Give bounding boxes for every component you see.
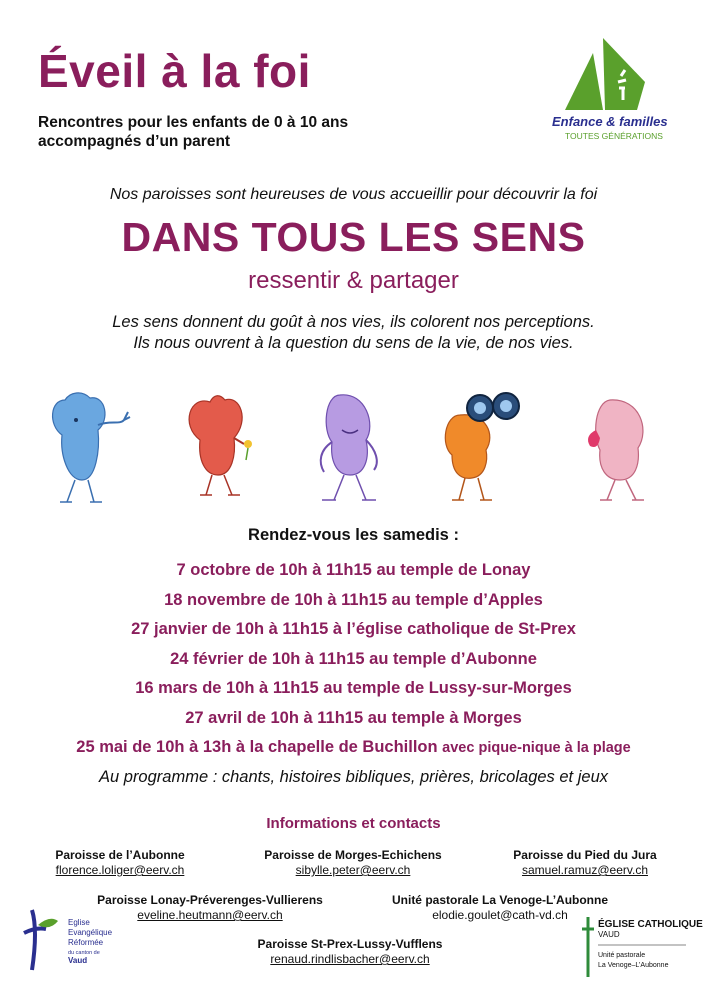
eerv-text-2: Evangélique bbox=[68, 928, 113, 937]
intro-text: Nos paroisses sont heureuses de vous accueillir pour découvrir la foi bbox=[109, 186, 598, 203]
page-title: Éveil à la foi bbox=[38, 45, 311, 97]
cath-cross-icon bbox=[582, 917, 594, 977]
tagline: ressentir & partager bbox=[248, 267, 459, 294]
headline: DANS TOUS LES SENS bbox=[121, 214, 586, 260]
contact-pied-du-jura bbox=[485, 848, 685, 878]
contact-name: Paroisse du Pied du Jura bbox=[513, 848, 657, 862]
contact-email-link[interactable]: florence.loliger@eerv.ch bbox=[55, 863, 185, 877]
contact-name: Paroisse de l’Aubonne bbox=[55, 848, 185, 862]
logo-sail-left bbox=[565, 53, 603, 110]
eerv-text-1: Eglise bbox=[68, 918, 90, 927]
schedule-date-item: 18 novembre de 10h à 11h15 au temple d’Apples bbox=[164, 590, 543, 609]
enfance-familles-logo bbox=[545, 38, 675, 148]
contact-name: Paroisse de Morges-Echichens bbox=[264, 848, 442, 862]
cath-text-3: Unité pastorale bbox=[598, 952, 646, 959]
contact-morges-echichens bbox=[243, 848, 463, 878]
schedule-date-last-extra: avec pique-nique à la plage bbox=[442, 740, 631, 756]
hand-character-illustration bbox=[321, 395, 377, 500]
contact-aubonne bbox=[20, 848, 220, 878]
eye-character-illustration bbox=[445, 393, 519, 500]
contact-email-link[interactable]: samuel.ramuz@eerv.ch bbox=[522, 863, 648, 877]
contact-name: Paroisse St-Prex-Lussy-Vufflens bbox=[257, 937, 443, 951]
schedule-date-item-last bbox=[0, 735, 707, 765]
schedule-heading: Rendez-vous les samedis : bbox=[248, 526, 459, 544]
schedule-date-item: 27 avril de 10h à 11h15 au temple à Morges bbox=[185, 708, 522, 727]
ear-character-illustration bbox=[53, 393, 130, 502]
subtitle bbox=[38, 113, 438, 151]
program-text: Au programme : chants, histoires bibliques, prières, bricolages et jeux bbox=[99, 768, 608, 786]
schedule-date-item: 7 octobre de 10h à 11h15 au temple de Lonay bbox=[176, 561, 531, 579]
subtitle-line-1: Rencontres pour les enfants de 0 à 10 ans bbox=[38, 114, 349, 131]
logo-text-line-2: TOUTES GÉNÉRATIONS bbox=[565, 131, 663, 141]
schedule-date-item: 24 février de 10h à 11h15 au temple d’Aubonne bbox=[170, 649, 537, 668]
logo-text-line-1: Enfance & familles bbox=[552, 114, 668, 129]
eerv-text-5: Vaud bbox=[68, 956, 88, 965]
contact-email-link[interactable]: sibylle.peter@eerv.ch bbox=[295, 863, 411, 877]
sense-characters-illustration bbox=[40, 380, 680, 510]
contacts-heading: Informations et contacts bbox=[266, 815, 441, 832]
tongue-character-illustration bbox=[588, 400, 644, 500]
contact-st-prex bbox=[220, 937, 480, 967]
schedule-date-item: 16 mars de 10h à 11h15 au temple de Lussy-sur-Morges bbox=[135, 679, 572, 697]
cath-text-1: ÉGLISE CATHOLIQUE bbox=[598, 919, 703, 930]
contact-name: Unité pastorale La Venoge-L’Aubonne bbox=[391, 893, 609, 907]
schedule-date-last-main: 25 mai de 10h à 13h à la chapelle de Buchillon bbox=[76, 738, 438, 756]
nose-character-illustration bbox=[189, 396, 252, 495]
description-line-2: Ils nous ouvrent à la question du sens de la vie, de nos vies. bbox=[133, 334, 574, 352]
description bbox=[0, 312, 707, 354]
contact-email-link[interactable]: renaud.rindlisbacher@eerv.ch bbox=[270, 952, 430, 966]
subtitle-line-2: accompagnés d’un parent bbox=[38, 133, 231, 150]
description-line-1: Les sens donnent du goût à nos vies, ils colorent nos perceptions. bbox=[112, 313, 595, 331]
eerv-cross-icon bbox=[24, 910, 46, 970]
contact-name: Paroisse Lonay-Préverenges-Vullierens bbox=[97, 893, 323, 907]
eglise-catholique-logo bbox=[580, 915, 703, 987]
schedule-list bbox=[0, 558, 707, 765]
cath-text-2: VAUD bbox=[598, 930, 620, 939]
schedule-date-item: 27 janvier de 10h à 11h15 à l’église catholique de St-Prex bbox=[131, 620, 576, 638]
eerv-text-3: Réformée bbox=[68, 938, 104, 947]
contact-email-link[interactable]: elodie.goulet@cath-vd.ch bbox=[432, 908, 568, 922]
eerv-logo bbox=[20, 905, 120, 975]
contact-email-link[interactable]: eveline.heutmann@eerv.ch bbox=[137, 908, 283, 922]
eerv-text-4: du canton de bbox=[68, 950, 100, 956]
cath-text-4: La Venoge–L’Aubonne bbox=[598, 962, 669, 969]
